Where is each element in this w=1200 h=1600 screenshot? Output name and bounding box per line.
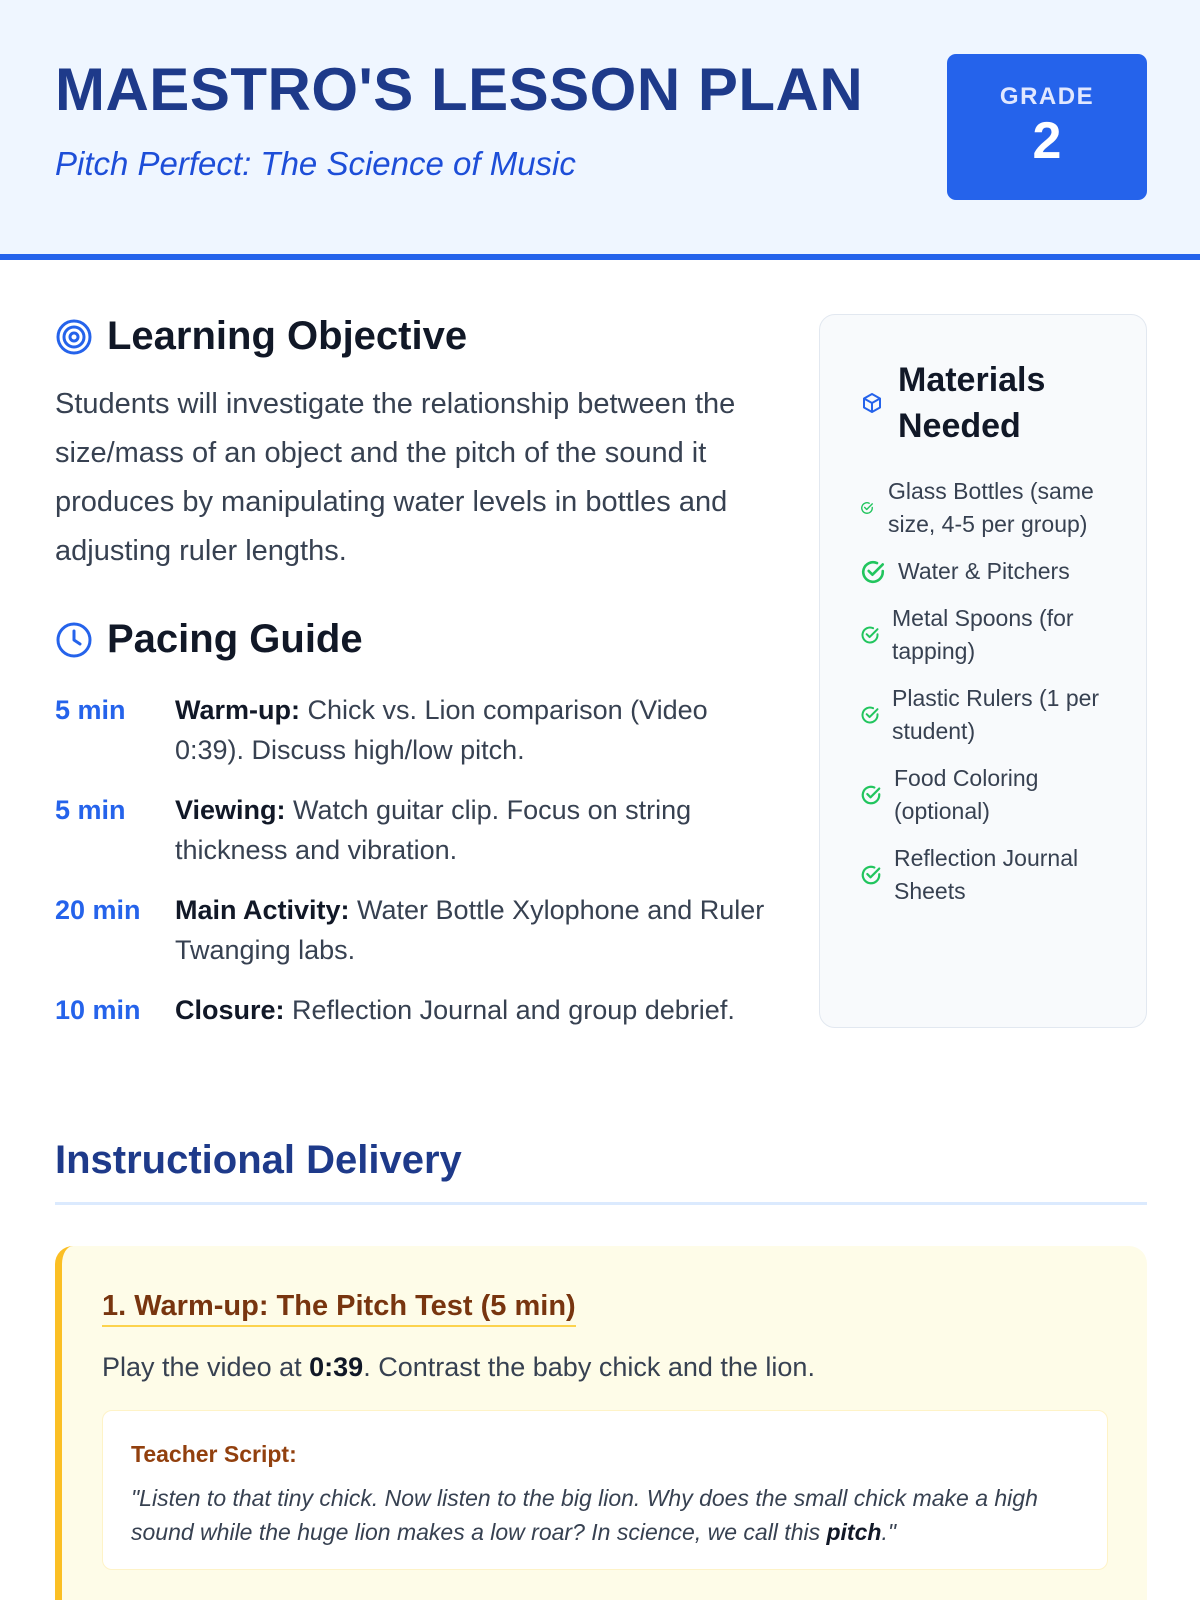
page-subtitle: Pitch Perfect: The Science of Music	[55, 145, 576, 182]
script-keyword: pitch	[826, 1519, 882, 1545]
materials-heading-text: Materials Needed	[898, 361, 1046, 445]
teacher-script-text	[131, 1481, 1081, 1549]
list-item	[860, 762, 1120, 828]
pacing-list	[55, 690, 775, 1050]
objective-heading	[55, 314, 467, 359]
material-text: Reflection Journal Sheets	[894, 845, 1079, 904]
material-text: Plastic Rulers (1 per student)	[892, 685, 1100, 744]
pacing-time: 10 min	[55, 995, 141, 1025]
teacher-script-box	[102, 1410, 1108, 1570]
pacing-description	[175, 690, 775, 770]
clock-icon	[55, 621, 93, 659]
material-text: Metal Spoons (for tapping)	[892, 605, 1074, 664]
pacing-row	[55, 790, 775, 870]
list-item	[860, 602, 1120, 668]
pacing-description	[175, 890, 775, 970]
cube-icon	[860, 391, 884, 415]
pacing-row	[55, 990, 775, 1030]
objective-heading-text: Learning Objective	[107, 314, 468, 358]
pacing-row	[55, 890, 775, 970]
check-circle-icon	[860, 705, 880, 725]
check-circle-icon	[860, 784, 882, 806]
script-text-before: "Listen to that tiny chick. Now listen to the big lion. Why does the small chick make a high sound while the huge lion makes a low roar? In science, we call this	[131, 1485, 1038, 1545]
materials-list	[860, 475, 1120, 922]
check-circle-icon	[860, 501, 874, 515]
material-text: Water & Pitchers	[898, 558, 1070, 584]
grade-label: GRADE	[999, 83, 1095, 110]
warmup-text-before: Play the video at	[102, 1352, 310, 1382]
pacing-description	[175, 990, 775, 1030]
pacing-text: Reflection Journal and group debrief.	[284, 995, 735, 1025]
pacing-time: 5 min	[55, 695, 126, 725]
pacing-text: Watch guitar clip. Focus on string thickness and vibration.	[175, 795, 692, 865]
materials-heading	[860, 357, 1108, 449]
check-circle-icon	[860, 625, 880, 645]
pacing-label: Viewing:	[175, 795, 286, 825]
delivery-heading: Instructional Delivery	[55, 1138, 462, 1182]
target-icon	[55, 318, 93, 356]
delivery-divider	[55, 1202, 1147, 1205]
grade-badge	[947, 54, 1147, 200]
warmup-title: 1. Warm-up: The Pitch Test (5 min)	[102, 1290, 576, 1327]
pacing-text: Chick vs. Lion comparison (Video 0:39). Discuss high/low pitch.	[175, 695, 708, 765]
pacing-heading-text: Pacing Guide	[107, 617, 363, 661]
warmup-text-after: . Contrast the baby chick and the lion.	[363, 1352, 815, 1382]
check-circle-icon	[860, 559, 886, 585]
pacing-description	[175, 790, 775, 870]
materials-card	[819, 314, 1147, 1028]
pacing-label: Main Activity:	[175, 895, 350, 925]
list-item	[860, 842, 1120, 908]
pacing-label: Warm-up:	[175, 695, 300, 725]
warmup-card	[55, 1246, 1147, 1600]
warmup-instructions	[102, 1352, 815, 1383]
lesson-header	[0, 0, 1200, 260]
objective-text: Students will investigate the relationship between the size/mass of an object and the pitch of the sound it produces by manipulating water levels in bottles and adjusting ruler lengths.	[55, 388, 736, 567]
pacing-row	[55, 690, 775, 770]
warmup-timestamp: 0:39	[309, 1352, 364, 1382]
list-item	[860, 555, 1120, 588]
pacing-time: 5 min	[55, 795, 126, 825]
pacing-label: Closure:	[175, 995, 285, 1025]
pacing-text: Water Bottle Xylophone and Ruler Twanging labs.	[175, 895, 765, 965]
pacing-heading	[55, 617, 363, 662]
material-text: Glass Bottles (same size, 4-5 per group)	[888, 478, 1094, 537]
page-title: MAESTRO'S LESSON PLAN	[55, 56, 864, 123]
check-circle-icon	[860, 864, 882, 886]
list-item	[860, 682, 1120, 748]
grade-number: 2	[1032, 112, 1062, 170]
pacing-time: 20 min	[55, 895, 141, 925]
teacher-script-label: Teacher Script:	[131, 1441, 297, 1467]
material-text: Food Coloring (optional)	[894, 765, 1039, 824]
script-text-after: ."	[881, 1519, 896, 1545]
list-item	[860, 475, 1120, 541]
